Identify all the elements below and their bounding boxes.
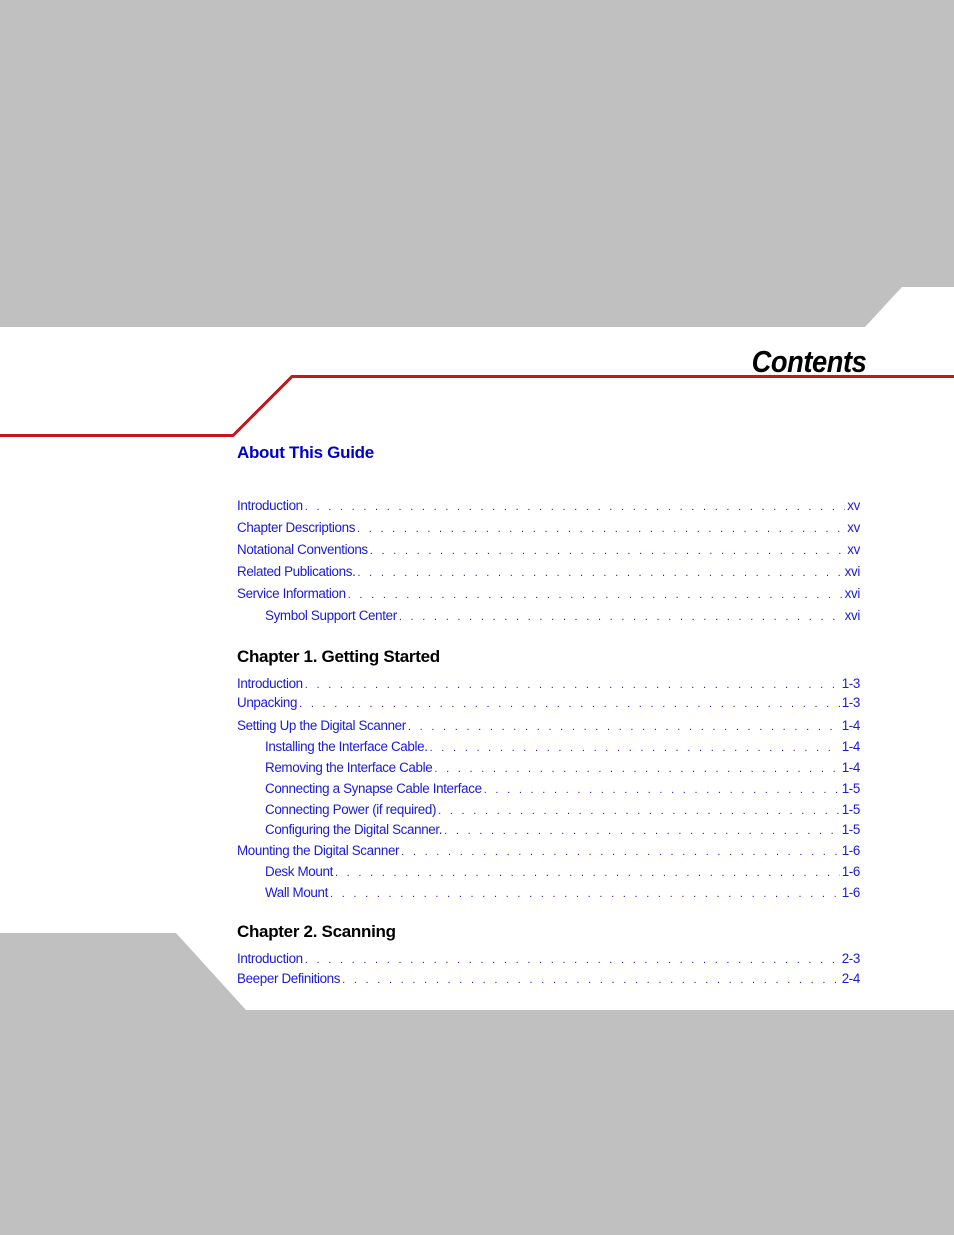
entry-page: 1-4 <box>841 760 860 775</box>
entry-page: xv <box>847 542 860 557</box>
page-title: Contents <box>751 344 866 379</box>
entry-page: 2-3 <box>841 951 860 966</box>
dot-leader <box>357 518 845 539</box>
dot-leader <box>430 738 840 757</box>
toc-entry[interactable] <box>237 517 860 539</box>
toc-entry[interactable] <box>237 715 860 736</box>
toc-entry[interactable] <box>237 757 860 778</box>
entry-label: Unpacking <box>237 695 298 710</box>
entry-page: xv <box>847 498 860 513</box>
toc-entry[interactable] <box>237 736 860 757</box>
entry-page: xvi <box>844 608 860 623</box>
toc-list-chapter-2 <box>237 949 860 989</box>
toc-entry[interactable] <box>237 674 860 693</box>
dot-leader <box>444 821 840 840</box>
dot-leader <box>348 584 843 605</box>
dot-leader <box>370 540 846 561</box>
entry-label: Introduction <box>237 676 303 691</box>
entry-page: xvi <box>844 564 860 579</box>
section-heading-about-this-guide[interactable]: About This Guide <box>237 443 374 462</box>
entry-label: Introduction <box>237 951 303 966</box>
dot-leader <box>401 842 840 861</box>
section-heading-chapter-1[interactable]: Chapter 1. Getting Started <box>237 647 440 666</box>
dot-leader <box>438 801 840 820</box>
dot-leader <box>484 780 840 799</box>
entry-label: Mounting the Digital Scanner <box>237 843 400 858</box>
entry-page: 1-5 <box>841 802 860 817</box>
entry-page: xv <box>847 520 860 535</box>
dot-leader <box>305 951 840 969</box>
table-of-contents <box>237 440 860 989</box>
entry-label: Introduction <box>237 498 303 513</box>
toc-entry[interactable] <box>237 495 860 517</box>
toc-entry[interactable] <box>237 949 860 969</box>
entry-label: Configuring the Digital Scanner. <box>265 822 443 837</box>
toc-entry[interactable] <box>237 583 860 605</box>
entry-label: Setting Up the Digital Scanner <box>237 718 406 733</box>
red-accent-rule <box>0 377 954 436</box>
toc-entry[interactable] <box>237 605 860 627</box>
toc-entry[interactable] <box>237 840 860 861</box>
toc-entry[interactable] <box>237 693 860 715</box>
entry-page: 1-3 <box>841 676 860 691</box>
entry-page: 1-5 <box>841 822 860 837</box>
entry-label: Connecting Power (if required) <box>265 802 437 817</box>
entry-page: 1-6 <box>841 885 860 900</box>
entry-label: Desk Mount <box>265 864 333 879</box>
entry-page: 1-4 <box>841 739 860 754</box>
dot-leader <box>357 562 842 583</box>
toc-entry[interactable] <box>237 882 860 903</box>
toc-entry[interactable] <box>237 799 860 820</box>
toc-entry[interactable] <box>237 778 860 799</box>
section-heading-chapter-2[interactable]: Chapter 2. Scanning <box>237 922 396 941</box>
toc-entry[interactable] <box>237 561 860 583</box>
dot-leader <box>335 863 840 882</box>
entry-label: Connecting a Synapse Cable Interface <box>265 781 482 796</box>
entry-page: 1-3 <box>841 695 860 710</box>
dot-leader <box>342 970 840 989</box>
entry-page: 1-5 <box>841 781 860 796</box>
dot-leader <box>330 884 840 903</box>
entry-page: 1-4 <box>841 718 860 733</box>
toc-entry[interactable] <box>237 539 860 561</box>
entry-page: 2-4 <box>841 971 860 986</box>
dot-leader <box>305 676 840 693</box>
toc-entry[interactable] <box>237 820 860 840</box>
dot-leader <box>434 759 839 778</box>
toc-entry[interactable] <box>237 969 860 989</box>
toc-list-about-this-guide <box>237 495 860 627</box>
dot-leader <box>399 606 843 627</box>
entry-label: Notational Conventions <box>237 542 368 557</box>
dot-leader <box>408 717 840 736</box>
entry-label: Removing the Interface Cable <box>265 760 433 775</box>
dot-leader <box>305 496 846 517</box>
entry-label: Beeper Definitions <box>237 971 341 986</box>
toc-list-chapter-1 <box>237 674 860 903</box>
entry-label: Wall Mount <box>265 885 328 900</box>
top-grey-band <box>0 0 954 327</box>
entry-page: 1-6 <box>841 864 860 879</box>
entry-page: xvi <box>844 586 860 601</box>
entry-page: 1-6 <box>841 843 860 858</box>
entry-label: Service Information <box>237 586 346 601</box>
dot-leader <box>299 695 840 714</box>
entry-label: Related Publications. <box>237 564 356 579</box>
entry-label: Symbol Support Center <box>265 608 397 623</box>
toc-entry[interactable] <box>237 861 860 882</box>
entry-label: Installing the Interface Cable. <box>265 739 428 754</box>
entry-label: Chapter Descriptions <box>237 520 356 535</box>
